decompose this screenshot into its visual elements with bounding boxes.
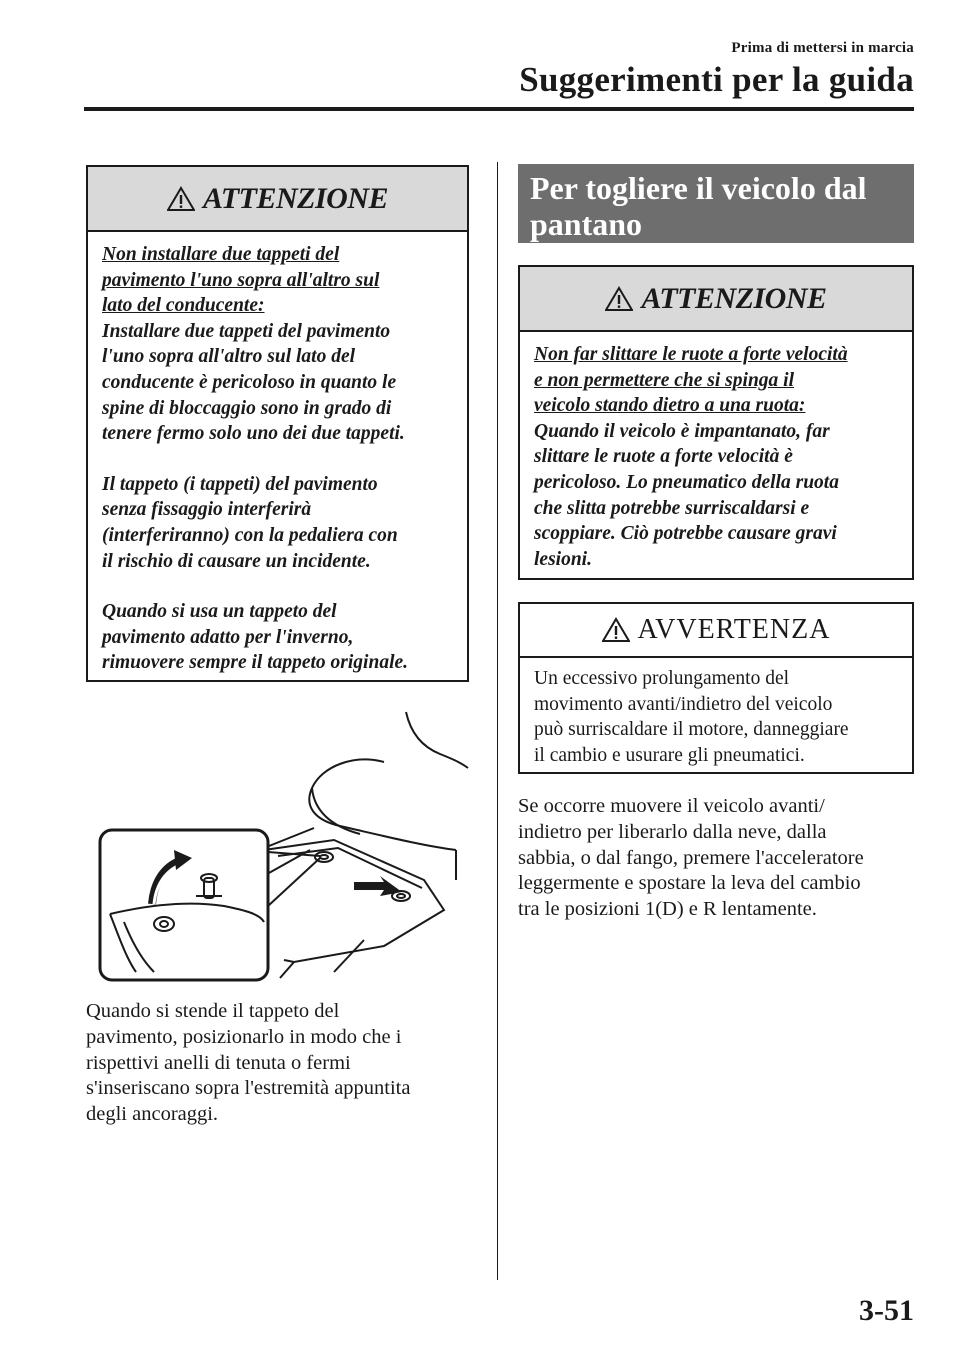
warning-text-line: conducente è pericoloso in quanto le	[102, 371, 397, 393]
caution-text-line: il cambio e usurare gli pneumatici.	[534, 744, 805, 766]
warning-text-line: pavimento adatto per l'inverno,	[102, 626, 354, 648]
warning-text-line: (interferiranno) con la pedaliera con	[102, 524, 398, 546]
warning-text-line: Installare due tappeti del pavimento	[102, 320, 391, 342]
caution-text-line: può surriscaldare il motore, danneggiare	[534, 719, 849, 741]
caution-body	[520, 658, 912, 768]
text-line: Quando si stende il tappeto del	[86, 1000, 340, 1022]
text-line: tra le posizioni 1(D) e R lentamente.	[518, 898, 817, 921]
caution-title: AVVERTENZA	[637, 614, 831, 645]
warning-body	[88, 232, 467, 676]
warning-header	[88, 167, 467, 232]
warning-text-line: Quando il veicolo è impantanato, far	[534, 420, 830, 442]
warning-triangle-icon	[605, 286, 633, 312]
warning-body	[520, 332, 912, 572]
page-title: Suggerimenti per la guida	[519, 60, 914, 99]
floor-mat-paragraph	[86, 999, 486, 1128]
warning-text-line: pericoloso. Lo pneumatico della ruota	[534, 471, 839, 493]
warning-text-line: tenere fermo solo uno dei due tappeti.	[102, 423, 405, 445]
warning-text-line: scoppiare. Ciò potrebbe causare gravi	[534, 523, 837, 545]
text-line: degli ancoraggi.	[86, 1103, 219, 1126]
text-line: indietro per liberarlo dalla neve, dalla	[518, 820, 827, 843]
warning-lead-line: lato del conducente:	[102, 295, 265, 317]
warning-text-line: l'uno sopra all'altro sul lato del	[102, 346, 356, 368]
text-line: leggermente e spostare la leva del cambio	[518, 872, 861, 895]
warning-title: ATTENZIONE	[202, 181, 389, 215]
warning-triangle-icon	[167, 186, 195, 212]
warning-lead-line: e non permettere che si spinga il	[534, 369, 794, 391]
column-divider	[497, 162, 498, 1280]
floor-mat-anchor-illustration	[84, 710, 470, 990]
text-line: rispettivi anelli di tenuta o fermi	[86, 1051, 351, 1074]
header-rule	[84, 107, 914, 111]
warning-text-line: slittare le ruote a forte velocità è	[534, 446, 793, 468]
warning-text-line: rimuovere sempre il tappeto originale.	[102, 652, 409, 674]
warning-lead-line: Non installare due tappeti del	[102, 244, 340, 265]
caution-triangle-icon	[602, 617, 630, 643]
warning-text-line: che slitta potrebbe surriscaldarsi e	[534, 497, 810, 519]
running-header-section: Prima di mettersi in marcia	[731, 40, 914, 56]
text-line: pavimento, posizionarlo in modo che i	[86, 1025, 402, 1048]
text-line: s'inseriscano sopra l'estremità appuntita	[86, 1077, 411, 1100]
caution-text-line: Un eccessivo prolungamento del	[534, 668, 790, 689]
warning-title: ATTENZIONE	[641, 281, 827, 315]
warning-lead-line: veicolo stando dietro a una ruota:	[534, 395, 806, 417]
warning-text-line: spine di bloccaggio sono in grado di	[102, 397, 392, 419]
warning-text-line: il rischio di causare un incidente.	[102, 550, 371, 572]
section-heading	[518, 164, 914, 243]
warning-text-line: senza fissaggio interferirà	[102, 499, 312, 521]
warning-text-line: Quando si usa un tappeto del	[102, 601, 337, 623]
warning-box-floor-mats	[86, 165, 469, 682]
warning-lead-line: pavimento l'uno sopra all'altro sul	[102, 269, 380, 291]
section-heading-line: pantano	[530, 206, 643, 242]
caution-text-line: movimento avanti/indietro del veicolo	[534, 693, 833, 715]
page-number: 3-51	[859, 1294, 914, 1327]
warning-header	[520, 267, 912, 332]
caution-box	[518, 602, 914, 774]
text-line: sabbia, o dal fango, premere l'acceleratore	[518, 846, 864, 869]
caution-header	[520, 604, 912, 658]
warning-box-stuck-vehicle	[518, 265, 914, 580]
warning-text-line: lesioni.	[534, 548, 592, 570]
text-line: Se occorre muovere il veicolo avanti/	[518, 795, 825, 817]
stuck-vehicle-paragraph	[518, 794, 938, 923]
section-heading-line: Per togliere il veicolo dal	[530, 170, 867, 206]
warning-text-line: Il tappeto (i tappeti) del pavimento	[102, 473, 378, 495]
warning-lead-line: Non far slittare le ruote a forte velocità	[534, 344, 848, 365]
